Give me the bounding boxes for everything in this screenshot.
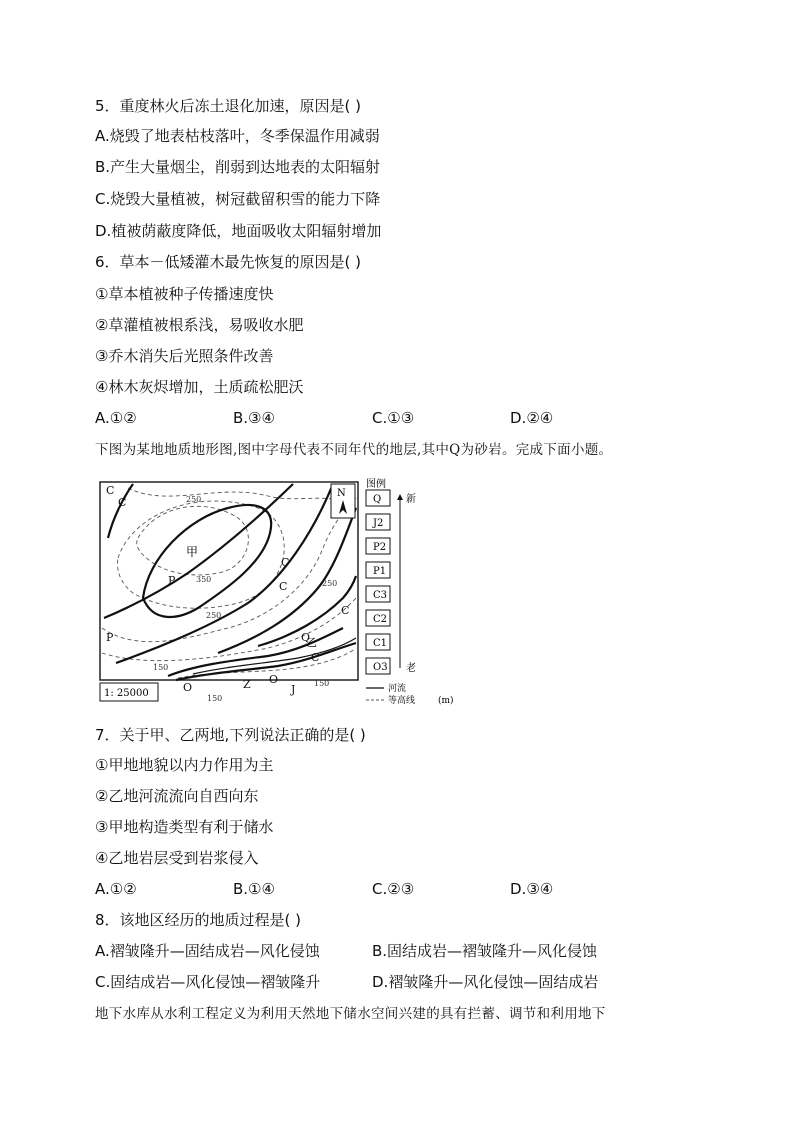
legend-old-label: 老 (406, 663, 416, 674)
place-yi-label: 乙 (306, 636, 317, 649)
age-arrow-icon (397, 494, 403, 500)
region-label: C (281, 556, 290, 569)
legend-stratum-label: P2 (373, 542, 387, 553)
svg-text:N: N (337, 488, 346, 499)
q6-choice-c: C.①③ (372, 409, 415, 427)
legend-stratum-label: P1 (373, 566, 387, 577)
region-label: O (183, 681, 193, 694)
q7-item-2: ②乙地河流流向自西向东 (95, 787, 259, 805)
q8-choice-c: C.固结成岩—风化侵蚀—褶皱隆升 (95, 973, 321, 991)
q6-item-2: ②草灌植被根系浅，易吸收水肥 (95, 316, 304, 334)
strata-boundary (176, 643, 356, 680)
intro-geologic-map: 下图为某地地质地形图,图中字母代表不同年代的地层,其中Q为砂岩。完成下面小题。 (95, 442, 613, 458)
region-label: C (311, 651, 320, 664)
q7-item-1: ①甲地地貌以内力作用为主 (95, 756, 274, 774)
place-jia-label: 甲 (186, 545, 199, 559)
region-label: P (168, 574, 176, 587)
legend-stratum-label: C3 (373, 590, 388, 601)
region-label: C (118, 496, 127, 509)
q8-choice-b: B.固结成岩—褶皱隆升—风化侵蚀 (372, 942, 598, 960)
intro-underground-reservoir: 地下水库从水利工程定义为利用天然地下储水空间兴建的具有拦蓄、调节和利用地下 (95, 1006, 606, 1022)
q5-option-d: D.植被荫蔽度降低，地面吸收太阳辐射增加 (95, 222, 382, 240)
north-arrow (331, 484, 355, 518)
q8-stem: 8．该地区经历的地质过程是( ) (95, 911, 302, 929)
region-label: P (106, 631, 114, 644)
legend-title: 图例 (366, 479, 386, 490)
legend-stratum-label: O3 (373, 662, 388, 673)
legend-new-label: 新 (406, 494, 416, 505)
legend-stratum-label: C1 (373, 638, 388, 649)
contour-value: 250 (206, 611, 222, 620)
contour-value: 350 (196, 575, 212, 584)
unit-label: (m) (438, 696, 454, 706)
q5-option-c: C.烧毁大量植被，树冠截留积雪的能力下降 (95, 190, 381, 208)
q6-choice-b: B.③④ (233, 409, 275, 427)
river (193, 638, 356, 674)
q6-item-3: ③乔木消失后光照条件改善 (95, 347, 274, 365)
q6-item-1: ①草本植被种子传播速度快 (95, 285, 274, 303)
q7-item-4: ④乙地岩层受到岩浆侵入 (95, 849, 259, 867)
river-legend-label: 河流 (388, 684, 407, 694)
q7-choice-b: B.①④ (233, 880, 275, 898)
q6-choice-a: A.①② (95, 409, 137, 427)
strata-boundary (104, 484, 293, 618)
q6-stem: 6．草本－低矮灌木最先恢复的原因是( ) (95, 253, 362, 271)
contour-value: 250 (322, 579, 338, 588)
legend-stratum-label: C2 (373, 614, 388, 625)
legend-strata (366, 490, 390, 674)
q7-item-3: ③甲地构造类型有利于储水 (95, 818, 274, 836)
region-label: C (279, 580, 288, 593)
q6-choice-d: D.②④ (510, 409, 554, 427)
contour-value: 150 (153, 663, 169, 672)
contour-value: 150 (207, 694, 223, 703)
q8-choice-a: A.褶皱隆升—固结成岩—风化侵蚀 (95, 942, 320, 960)
q7-choice-a: A.①② (95, 880, 137, 898)
region-label: J (291, 683, 296, 696)
q6-item-4: ④林木灰烬增加，土质疏松肥沃 (95, 378, 304, 396)
contour-legend-label: 等高线 (388, 696, 416, 706)
q7-choice-d: D.③④ (510, 880, 554, 898)
contour-value: 250 (186, 495, 202, 504)
q7-stem: 7．关于甲、乙两地,下列说法正确的是( ) (95, 726, 366, 744)
geologic-map-figure (98, 478, 468, 710)
scale-label: 1: 25000 (104, 688, 149, 699)
region-label: Z (243, 678, 251, 691)
q5-option-b: B.产生大量烟尘，削弱到达地表的太阳辐射 (95, 158, 381, 176)
region-label: O (269, 673, 279, 686)
region-label: Q (301, 631, 311, 644)
q5-stem: 5．重度林火后冻土退化加速，原因是( ) (95, 97, 362, 115)
q7-choice-c: C.②③ (372, 880, 415, 898)
region-labels (106, 484, 349, 696)
q5-option-a: A.烧毁了地表枯枝落叶，冬季保温作用减弱 (95, 127, 380, 145)
region-label: C (106, 484, 115, 497)
contour-value: 150 (314, 679, 330, 688)
legend-stratum-label: Q (373, 494, 382, 505)
legend-stratum-label: J2 (373, 518, 384, 529)
q8-choice-d: D.褶皱隆升—风化侵蚀—固结成岩 (372, 973, 599, 991)
region-label: C (341, 604, 350, 617)
